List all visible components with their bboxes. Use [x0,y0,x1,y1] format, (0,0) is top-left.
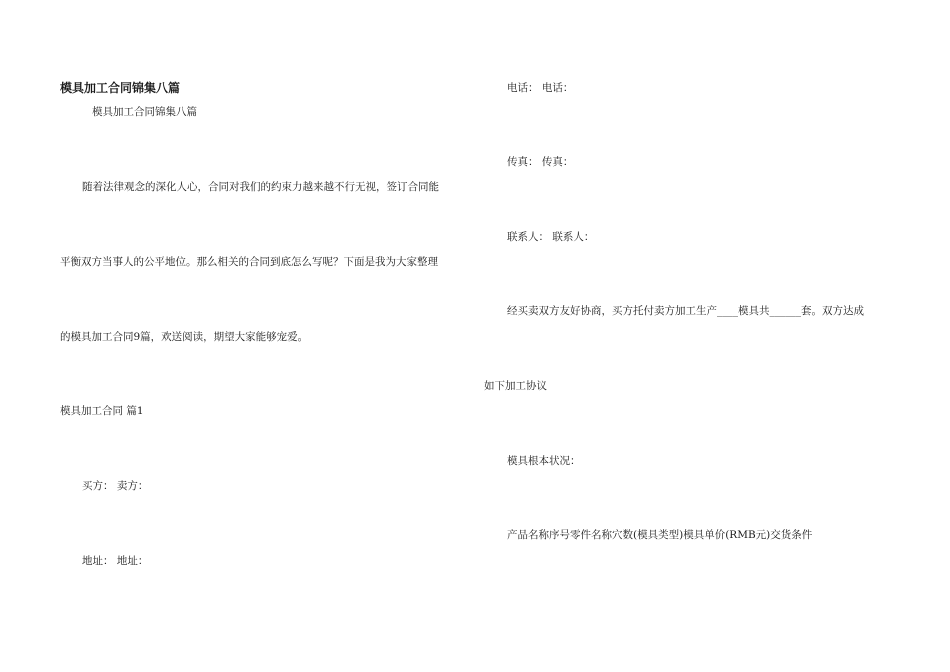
paragraph-line: 平衡双方当事人的公平地位。那么相关的合同到底怎么写呢？下面是我为大家整理 [60,256,438,268]
paragraph-line: 经买卖双方友好协商，买方托付卖方加工生产____模具共______套。双方达成 [507,305,864,317]
address-line: 地址： 地址： [82,555,149,567]
party-line: 买方： 卖方： [82,480,149,492]
fax-line: 传真： 传真： [507,156,574,168]
subtitle-line: 模具加工合同锦集八篇 [92,106,197,118]
paragraph-line: 随着法律观念的深化人心，合同对我们的约束力越来越不行无视，签订合同能 [82,181,439,193]
table-header-line: 产品名称序号零件名称穴数(模具类型)模具单价(RMB元)交货条件 [507,529,813,541]
mold-status-heading: 模具根本状况： [507,455,581,467]
contact-line: 联系人： 联系人： [507,231,595,243]
document-title: 模具加工合同锦集八篇 [60,81,181,95]
phone-line: 电话： 电话： [507,82,574,94]
section-heading: 模具加工合同 篇1 [60,405,144,417]
paragraph-line: 如下加工协议 [484,380,547,392]
paragraph-line: 的模具加工合同9篇，欢送阅读，期望大家能够宠爱。 [60,331,309,343]
